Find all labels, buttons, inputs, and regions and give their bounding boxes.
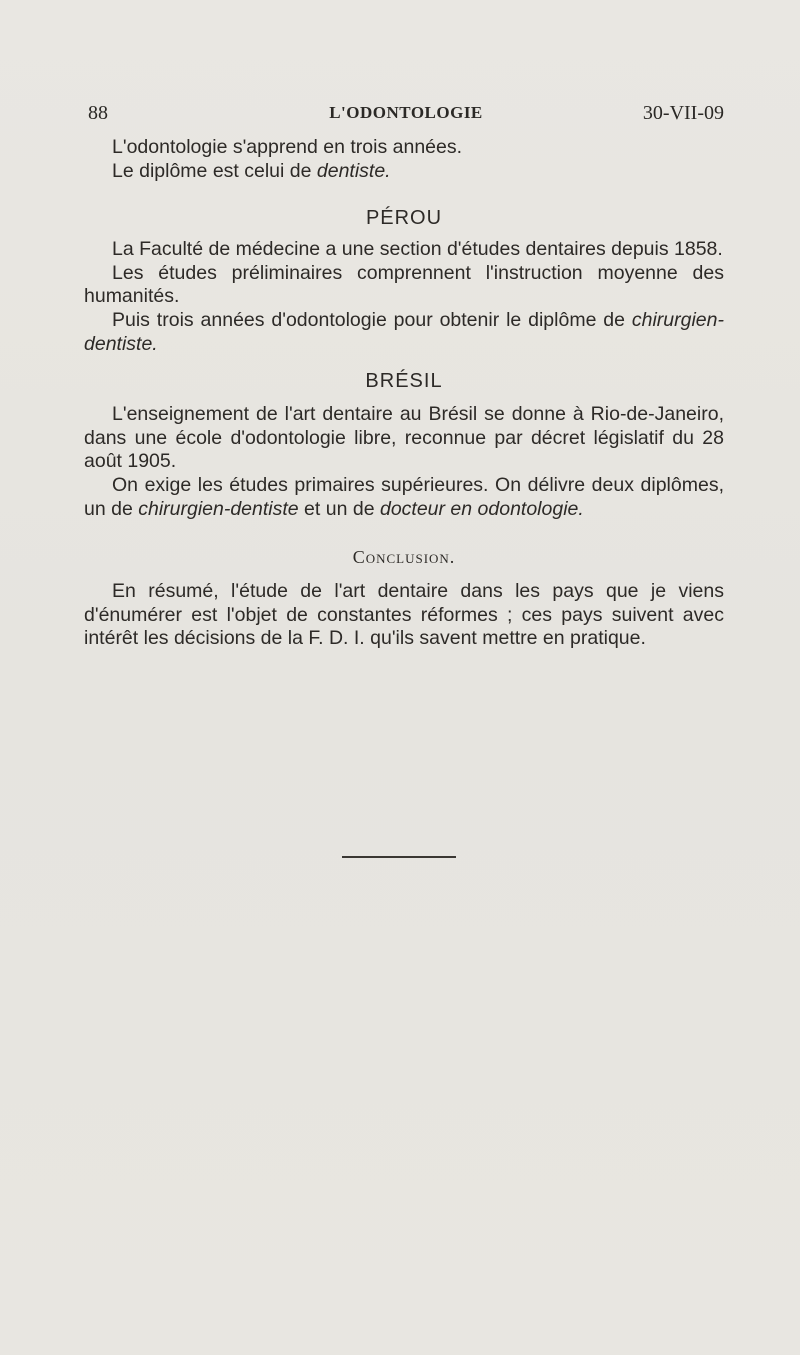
article-body	[84, 136, 724, 651]
section-heading-perou: PÉROU	[365, 207, 443, 230]
bresil-text-mid: et un de	[298, 497, 380, 520]
bresil-italic-1: chirurgien-dentiste	[138, 497, 299, 520]
running-header	[88, 98, 724, 128]
end-rule	[342, 856, 456, 858]
page-number: 88	[88, 102, 108, 124]
intro-paragraph-2	[84, 160, 724, 184]
perou-paragraph-2: Les études préliminaires comprennent l'instruction moyenne des humanités.	[84, 261, 724, 308]
section-heading-conclusion: Conclusion.	[352, 547, 456, 568]
issue-date: 30-VII-09	[642, 102, 724, 124]
conclusion-paragraph: En résumé, l'étude de l'art dentaire dans les pays que je viens d'énumérer est l'objet de constantes réformes ; ces pays suivent avec intérêt les décisions de la F. D. I. qu'ils savent mettre en pratique.	[84, 580, 724, 650]
bresil-text: On exige les études primaires supérieures. On délivre deux diplômes, un de	[84, 473, 724, 520]
running-title: L'ODONTOLOGIE	[329, 103, 483, 122]
intro-paragraph-1: L'odontologie s'apprend en trois années.	[112, 136, 463, 158]
bresil-paragraph-2	[84, 474, 724, 521]
bresil-italic-2: docteur en odontologie.	[379, 497, 584, 520]
perou-text: Puis trois années d'odontologie pour obtenir le diplôme de	[112, 308, 632, 331]
perou-italic: chirurgien-dentiste.	[84, 308, 724, 355]
bresil-paragraph-1: L'enseignement de l'art dentaire au Brésil se donne à Rio-de-Janeiro, dans une école d'odontologie libre, reconnue par décret législatif du 28 août 1905.	[84, 403, 724, 473]
intro-text: Le diplôme est celui de	[112, 159, 317, 182]
section-heading-bresil: BRÉSIL	[365, 370, 443, 393]
intro-italic: dentiste.	[316, 159, 391, 182]
perou-paragraph-3	[84, 309, 724, 356]
perou-paragraph-1: La Faculté de médecine a une section d'études dentaires depuis 1858.	[112, 238, 723, 261]
